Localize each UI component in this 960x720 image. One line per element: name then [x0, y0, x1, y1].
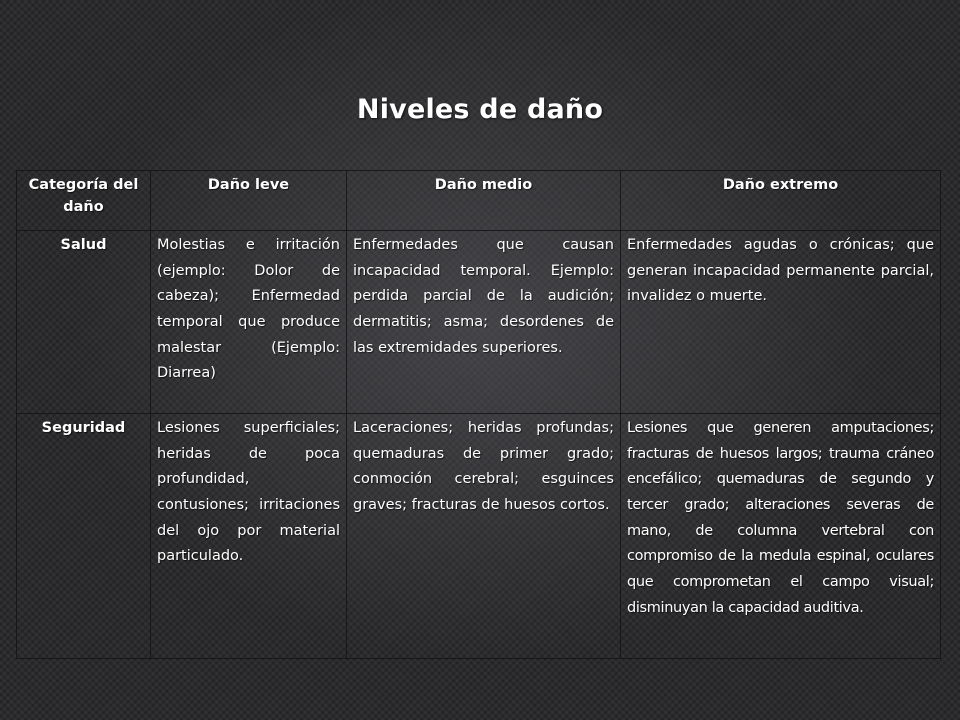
table-header-row — [17, 171, 941, 231]
column-header-category: Categoría del daño — [17, 171, 151, 231]
cell-seguridad-medio: Laceraciones; heridas profundas; quemaduras de primer grado; conmoción cerebral; esguinces graves; fracturas de huesos cortos. — [347, 414, 621, 659]
cell-salud-medio: Enfermedades que causan incapacidad temporal. Ejemplo: perdida parcial de la audición; dermatitis; asma; desordenes de las extremidades superiores. — [347, 231, 621, 414]
cell-seguridad-extremo: Lesiones que generen amputaciones; fracturas de huesos largos; trauma cráneo encefálico; quemaduras de segundo y tercer grado; alteraciones severas de mano, de columna vertebral con compromiso de la medula espinal, oculares que comprometan el campo visual; disminuyan la capacidad auditiva. — [621, 414, 941, 659]
category-cell-salud: Salud — [17, 231, 151, 414]
table-row — [17, 231, 941, 414]
column-header-leve: Daño leve — [151, 171, 347, 231]
cell-seguridad-leve: Lesiones superficiales; heridas de poca profundidad, contusiones; irritaciones del ojo por material particulado. — [151, 414, 347, 659]
page-title: Niveles de daño — [356, 94, 604, 125]
cell-salud-leve: Molestias e irritación (ejemplo: Dolor de cabeza); Enfermedad temporal que produce malestar (Ejemplo: Diarrea) — [151, 231, 347, 414]
cell-salud-extremo: Enfermedades agudas o crónicas; que generan incapacidad permanente parcial, invalidez o muerte. — [621, 231, 941, 414]
category-cell-seguridad: Seguridad — [17, 414, 151, 659]
table-row — [17, 414, 941, 659]
column-header-medio: Daño medio — [347, 171, 621, 231]
damage-levels-table — [16, 170, 941, 659]
column-header-extremo: Daño extremo — [621, 171, 941, 231]
